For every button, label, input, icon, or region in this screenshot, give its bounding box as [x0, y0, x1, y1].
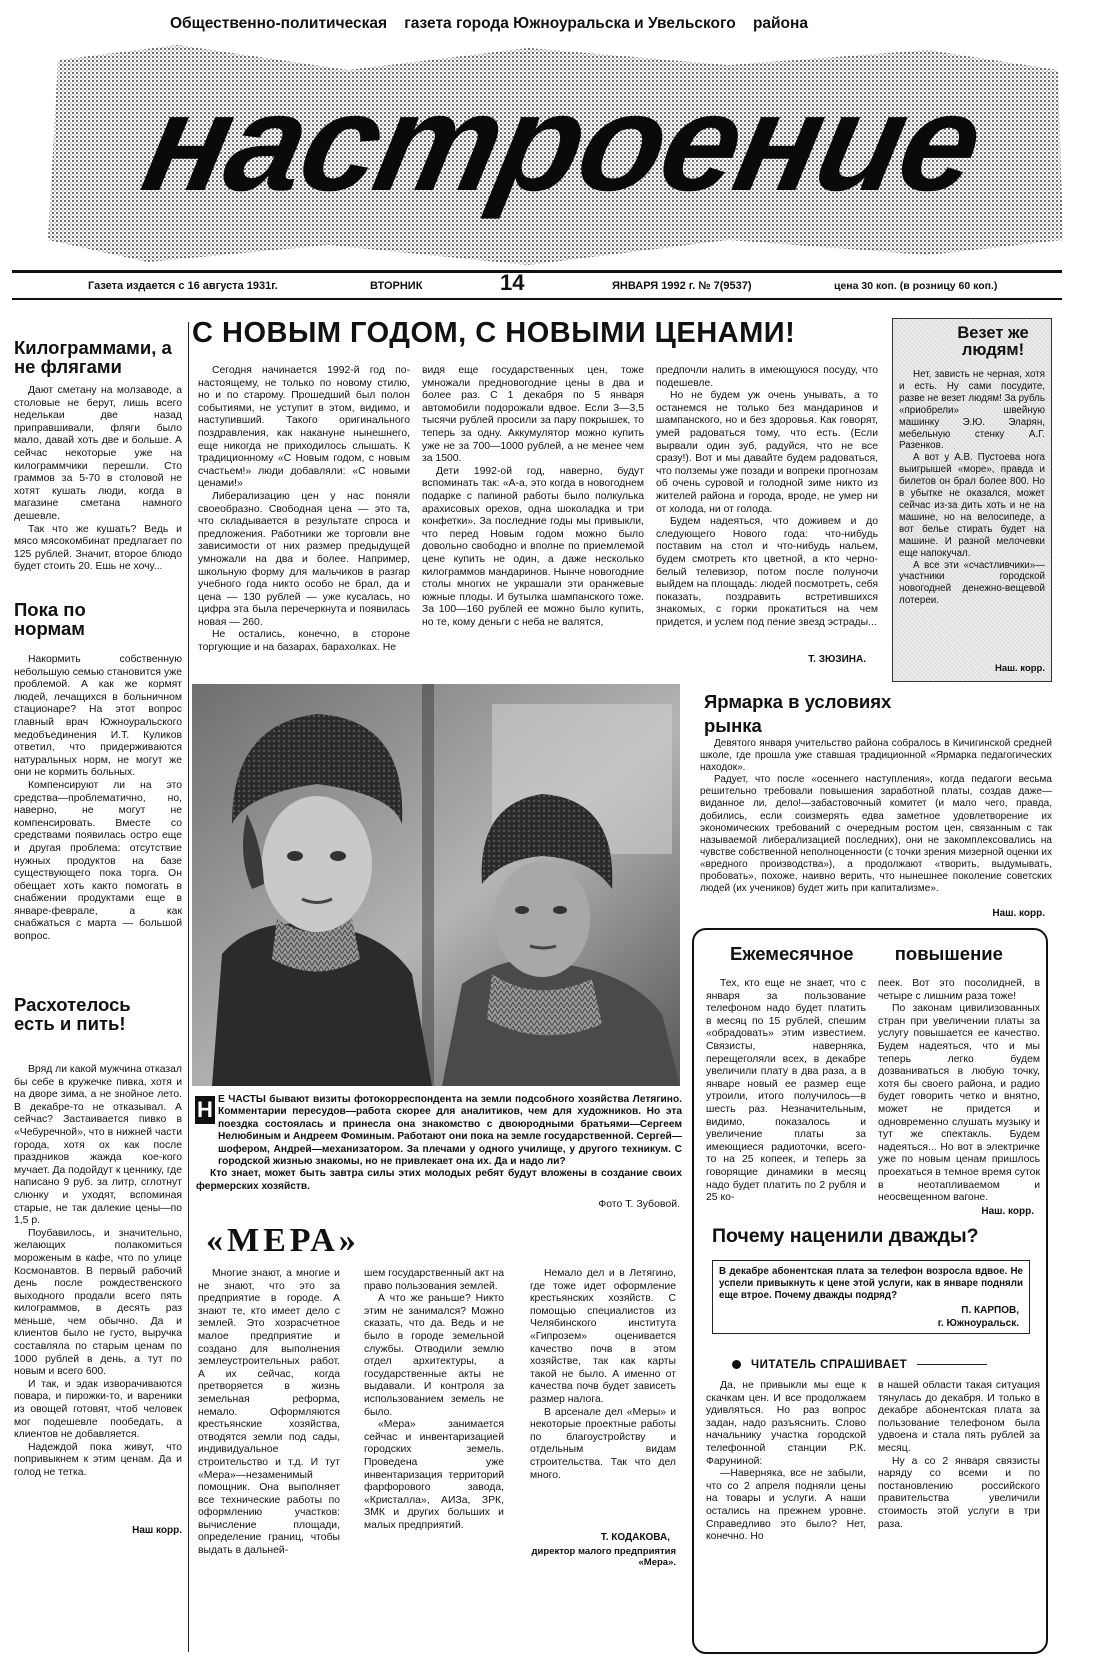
mera-column-1	[198, 1268, 340, 1652]
logo-text: настроение	[131, 66, 994, 220]
mera-column-3	[530, 1268, 676, 1528]
lead-signature: Т. ЗЮЗИНА.	[808, 654, 866, 665]
twice-box	[712, 1260, 1030, 1334]
paragraph: Дети 1992-ой год, наверно, будут вспоминать так: «А-а, это когда в новогоднем подарке с папиной работы было полкулька арахисовых орехов, одна шоколадка и три конфетки». За последние годы мы привыкли, что перед Новым годом можно было довольно свободно и вполне по приемлемой цене купить не один, а даже несколько килограммов мандаринов. Нынче новогодние столы многих не украшали эти оранжевые южные плоды. И бутылка шампанского тоже. За 100—160 рублей ее можно было купить, но те, кому деньги с неба не валятся,	[422, 465, 644, 628]
rubric-rule	[917, 1364, 987, 1365]
article-twice-title: Почему наценили дважды?	[712, 1225, 979, 1247]
mera-signature-role: директор малого предприятия «Мера».	[531, 1546, 676, 1568]
article-mera-title: «МЕРА»	[206, 1222, 360, 1259]
masthead-since: Газета издается с 16 августа 1931г.	[88, 280, 278, 292]
paragraph: А что же раньше? Никто этим не занимался? Можно сказать, что да. Ведь и не было в городе земельной службы. Отводили землю отдел архитектуры, а государственные акты не выдавали. И контроля за использованием земель не было.	[364, 1293, 504, 1418]
paragraph: Ну а со 2 января связисты наряду со всеми и по постановлению российского правительства увеличили стоимость этой услуги в три раза.	[878, 1455, 1040, 1530]
masthead-weekday: ВТОРНИК	[370, 280, 423, 292]
box-lucky-signature: Наш. корр.	[994, 663, 1045, 674]
masthead-day: 14	[500, 270, 525, 295]
lead-column-1	[198, 365, 410, 667]
article-no-appetite-title: Расхотелось есть и пить!	[14, 994, 131, 1035]
paragraph: По законам цивилизованных стран при увеличении платы за услугу повышается ее качество. Будем надеяться, что и мы теперь легко будем дозваниваться в любую точку, хотя бы своего района, и радио будет говорить четко и внятно, может не придется и одновременно слушать музыку и тут же спектакль. Будем надеяться... Но вот в электричке уже по новым ценам пришлось проехаться в темное время суток в неотапливаемом и неосвещенном вагоне.	[878, 1003, 1040, 1204]
lead-column-3	[656, 365, 878, 653]
mera-signature-name: Т. КОДАКОВА,	[600, 1532, 670, 1543]
masthead-date-issue: ЯНВАРЯ 1992 г. № 7(9537)	[612, 280, 752, 292]
paragraph: Тех, кто еще не знает, что с января за пользование телефоном надо будет платить в месяц по 15 рублей, спешим «обрадовать» этим известием. Связисты, наверняка, перещеголяли всех, в декабре увеличили плату в два раза, а в январе новый ее размер еще утроили, итого получилось—в шесть раз. Незначительным, видимо, показалось и увеличение платы за имеющиеся радиоточки, всего-то на 25 копеек, и теперь за говорящие динамики в месяц надо будет платить по 2 рубля и 25 ко-	[706, 978, 866, 1204]
paragraph: Девятого января учительство района собралось в Кичигинской средней школе, где прошла уже ставшая традиционной «Ярмарка педагогических находок».	[700, 738, 1052, 774]
monthly-column-1	[706, 978, 866, 1204]
masthead-price: цена 30 коп. (в розницу 60 коп.)	[834, 280, 998, 292]
column-divider-1	[188, 322, 189, 1652]
paragraph: Нет, зависть не черная, хотя и есть. Ну сами посудите, разве не везет людям! За рубль «приобрели» швейную машинку Э.Ю. Эларян, мебельную стенку А.Г. Разенков.	[899, 369, 1045, 452]
article-kilograms-body	[14, 385, 182, 590]
box-lucky-people	[892, 318, 1052, 682]
paragraph: пеек. Вот это посолидней, в четыре с лишним раза тоже!	[878, 978, 1040, 1002]
box-telephone	[692, 928, 1048, 1654]
reader-column-2	[878, 1380, 1040, 1644]
paragraph: Радует, что после «осеннего наступления», когда педагоги весьма решительно требовали повышения заработной платы, создав даже—виданное ли, дело!—забастовочный комитет (и мало чего, правда, добились, если соизмерять едва заметное удовлетворение их экономических требований с очередным ростом цен, связанным с так называемой либерализацией последних), они не закомплексовались на чувстве собственной неполноценности (с точки зрения мизерной оценки их «вредного производства»), а продолжают «творить, выдумывать, пробовать», похоже, наивно верить, что нынешнее поколение советских людей (их учеников) будет жить при капитализме».	[700, 774, 1052, 895]
masthead-rule-bottom	[12, 298, 1062, 300]
paragraph: предпочли налить в имеющуюся посуду, что подешевле.	[656, 365, 878, 389]
article-no-appetite-body	[14, 1064, 182, 1524]
article-no-appetite-signature: Наш корр.	[132, 1525, 182, 1536]
paragraph: Поубавилось, и значительно, желающих полакомиться мороженым в кафе, что по улице Космонавтов. В первый рабочий день после рождественского выходного продали всего пять килограммов, в десять раз меньше, чем обычно. Да и клиентов было не густо, выручка составляла по старым ценам по 1000 рублей в день, а тут по новым и всего 600.	[14, 1227, 182, 1378]
monthly-column-2	[878, 978, 1040, 1204]
paragraph: Так что же кушать? Ведь и мясо мясокомбинат предлагает по 125 рублей. Значит, второе блюдо будет стоить 20. Ешь не хочу...	[14, 523, 182, 573]
article-monthly-title: Ежемесячное повышение	[730, 943, 1003, 964]
caption-text: Е ЧАСТЫ бывают визиты фотокорреспондента на земли подсобного хозяйства Летягино. Комментарии пересудов—работа скорее для аналитиков, чем для художников. Но эта поездка состоялась и принесла она знакомство с двоюродными братьями—Сергеем Нелюбиным и Андреем Фоминым. Работают они пока на земле государственной. Сергей—шофером, Андрей—механизатором. За плечами у одного училище, у другого техникум. С городской жизнью знакомы, но не привлекает она их. Да и надо ли?	[218, 1094, 682, 1168]
masthead-rule-top	[12, 270, 1062, 273]
mera-column-2	[364, 1268, 504, 1652]
article-fair-body	[700, 738, 1052, 908]
bullet-icon	[732, 1360, 741, 1369]
paragraph: Но не будем уж очень унывать, а то останемся не только без мандаринов и шампанского, но и без здоровья. Как говорят, умей радоваться тому, что есть. (Если вырвали один зуб, радуйся, что не все сразу!). Вот и мы давайте будем радоваться, что полземы уже позади и вопреки прогнозам об очень суровой и голодной зиме никто из жителей района и города, вроде, не умер ни от холода, ни от голода.	[656, 390, 878, 515]
paragraph: Будем надеяться, что доживем и до следующего Нового года: что-нибудь поставим на стол и что-нибудь нальем, будем смотреть кто цветной, а кто черно-белый телевизор, потом после полуночи выйдем на площадь: людей посмотреть, себя показать, поздравить встретившихся знакомых, с горки прокатиться на чем придется, и услем под пение звезд эстрады...	[656, 516, 878, 628]
paragraph: В арсенале дел «Меры» и некоторые проектные работы по благоустройству и отдельным видам строительства. Так что дел много.	[530, 1406, 676, 1481]
paragraph: Либерализацию цен у нас поняли своеобразно. Свободная цена — это та, что складывается в результате спроса и предложения. Работники же торговли вне зависимости от них размер предыдущей умножали на два и более. Например, школьную форму для мальчиков в разгар учебного года никто особо не брал, да и цена — 130 рублей — уже кусалась, но цифра эта была перечеркнута и появилась новая — 260.	[198, 490, 410, 628]
paragraph: в нашей области такая ситуация тянулась до декабря. И только в декабре абонентская плата за пользование телефоном была удвоена и стала пять рублей за месяц.	[878, 1380, 1040, 1454]
paragraph: Сегодня начинается 1992-й год по-настоящему, не только по новому стилю, но и по старому. Прошедший был полон событиями, не уступит в этом, видимо, и наступивший. Такого оригинального поздравления, как накануне нынешнего, еще никогда не приходилось слышать. К традиционному «С Новым годом, с новым счастьем!» люди добавляли: «С новыми ценами!»	[198, 365, 410, 490]
article-fair-title: Ярмарка в условиях рынка	[704, 691, 892, 736]
caption-text-2: Кто знает, может быть завтра силы этих молодых ребят будут вложены в создание своих фермерских хозяйств.	[196, 1168, 682, 1192]
reader-rubric-text: ЧИТАТЕЛЬ СПРАШИВАЕТ	[751, 1359, 908, 1371]
initial-letter: Н	[197, 1097, 213, 1122]
photo-brothers-image	[192, 684, 680, 1086]
article-kilograms-title: Килограммами, а не флягами	[14, 337, 172, 378]
photo-caption	[196, 1094, 682, 1192]
lead-headline: С НОВЫМ ГОДОМ, С НОВЫМИ ЦЕНАМИ!	[192, 317, 796, 349]
article-norms-body	[14, 654, 182, 984]
paragraph: Немало дел и в Летягино, где тоже идет оформление крестьянских хозяйств. С помощью специалистов из Челябинского института «Гипрозем» оценивается качество почв в этом хозяйстве, так как карты такой не было. А именно от качества почв будет зависеть размер налога.	[530, 1268, 676, 1405]
paragraph: Накормить собственную небольшую семью становится уже проблемой. А как же кормят людей, лечащихся в больничном стационаре? На этот вопрос главный врач Южноуральского медобъединения И.Т. Куликов ответил, что придерживаются натуральных норм, не могут же они не кормить больных.	[14, 654, 182, 779]
paragraph: видя еще государственных цен, тоже умножали предновогодние цены в два и более раз. С 1 декабря по 5 января автомобили подорожали вдвое. Если 3—3,5 тысячи рублей просили за пару покрышек, то теперь за одну. Аккумулятор можно купить уже не за 700—1000 рублей, а не менее чем за 1500.	[422, 365, 644, 465]
lead-column-2	[422, 365, 644, 667]
paragraph: А вот у А.В. Пустоева нога выигрышей «море», правда и билетов он брал более 800. Но в убытке не оказался, может сейчас из-за дить хоть и не на машине, но на велосипеде, а вот белье стирать будет на машине. И разной мелочевки еще напокучал.	[899, 452, 1045, 559]
article-norms-title: Пока по нормам	[14, 599, 86, 640]
reader-column-1	[706, 1380, 866, 1644]
paragraph: «Мера» занимается сейчас и инвентаризацией городских земель. Проведена уже инвентаризация территорий фарфорового завода, «Кристалла», АИЗа, ЗРК, ЗМК и других больших и малых предприятий.	[364, 1419, 504, 1531]
masthead-tagline: Общественно-политическая газета города Южноуральска и Увельского района	[170, 15, 809, 32]
paragraph: А все эти «счастливчики»—участники городской новогодней денежно-вещевой лотереи.	[899, 559, 1045, 607]
paragraph: Надеждой пока живут, что попривыкнем к этим ценам. Да и голод не тетка.	[14, 1441, 182, 1478]
paragraph: шем государственный акт на право пользования землей.	[364, 1268, 504, 1292]
paragraph: Компенсируют ли на это средства—проблематично, но, наверно, не могут не компенсировать. Вместе со средствами появилась остро еще и другая проблема: отсутствие нужных продуктов на базе существующего пока торга. Он обещает хоть както помогать в снабжении продуктами еще в январе-феврале, а как снабжаться с марта — большой вопрос.	[14, 779, 182, 943]
twice-signature-city: г. Южноуральск.	[937, 1318, 1019, 1329]
paragraph: —Наверняка, все не забыли, что со 2 апреля подняли цены на товары и услуги. А наши остались на прежнем уровне. Справедливо это было? Нет, конечно. Но	[706, 1468, 866, 1543]
article-fair-signature: Наш. корр.	[992, 908, 1045, 919]
photo-brothers	[192, 684, 680, 1086]
paragraph: Многие знают, а многие и не знают, что это за предприятие в городе. А знают те, кто имеет дело с землей. Это хозрасчетное малое предприятие и создано для выполнения землеустроительных работ. А их сейчас, когда претворяется в жизнь земельная реформа, немало. Оформляются крестьянские хозяйства, отводятся земли под сады, индивидуальное строительство и т.д. И тут «Мера»—незаменимый помощник. Она выполняет все технические работы по оформлению участков: вычисление площади, определение границ, чтобы выдать в дальней-	[198, 1268, 340, 1557]
paragraph: Дают сметану на молзаводе, а столовые не берут, лишь всего неделькаи две назад приправшивали, фляги было мало, давай хоть две и больше. А сейчас некоторые уже на килограммчики перешли. Сто граммов за 5-70 в столовой не хотят кушать люди, когда в магазине сметана намного дешевле.	[14, 385, 182, 522]
reader-rubric	[732, 1355, 1022, 1373]
paragraph: Да, не привыкли мы еще к скачкам цен. И все продолжаем удивляться. Но раз вопрос задан, надо разъяснить. Слово начальнику участка городской телефонной станции Р.К. Фаруниной:	[706, 1380, 866, 1467]
photo-credit: Фото Т. Зубовой.	[598, 1198, 680, 1210]
box-lucky-body	[899, 369, 1045, 659]
paragraph: Не остались, конечно, в стороне торгующие и на базарах, барахолках. Не	[198, 629, 410, 654]
article-monthly-signature: Наш. корр.	[981, 1206, 1034, 1217]
paragraph: И так, и эдак изворачиваются повара, и пирожки-то, и вареники из овощей готовят, чтоб человек мог подешевле пообедать, а клиентов не добавляется.	[14, 1378, 182, 1441]
paragraph: Вряд ли какой мужчина отказал бы себе в кружечке пивка, хотя и на дворе зима, а не знойное лето. В декабре-то не отказывал. А сейчас? Застаивается пивко в «Чебуречной», что в нижней части города, хотя ох как после праздников жажда кое-кого мучает. Да подойдут к ценнику, где написано 9 руб. за литр, сглотнут слюнку и уходят, вспоминая старые, не так далекие цены—по 1,5 р.	[14, 1064, 182, 1227]
twice-body: В декабре абонентская плата за телефон возросла вдвое. Не успели привыкнуть к цене этой услуги, как в январе подняли еще втрое. Почему дважды подряд?	[719, 1266, 1023, 1301]
box-lucky-title: Везет же людям!	[957, 324, 1029, 360]
masthead-logo-area	[28, 40, 1073, 272]
twice-signature-name: П. КАРПОВ,	[961, 1305, 1019, 1316]
